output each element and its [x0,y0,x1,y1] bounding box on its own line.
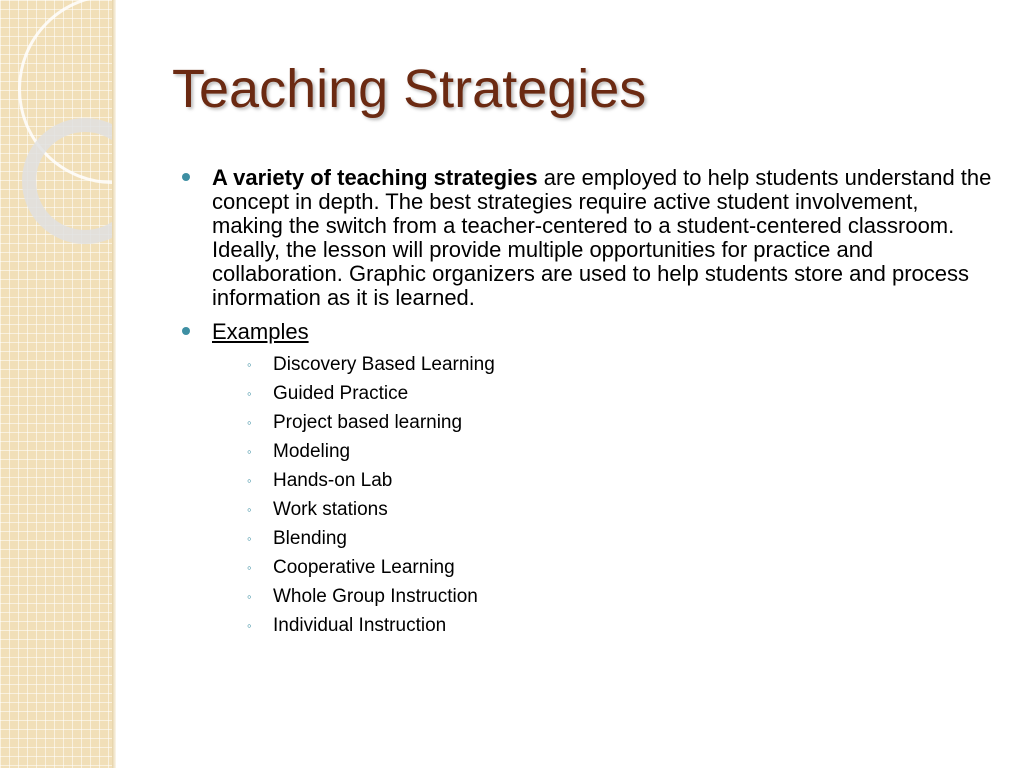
sidebar-divider [112,0,116,768]
bullet-bold-text: A variety of teaching strategies [212,165,538,190]
list-item [212,611,994,640]
list-item [212,466,994,495]
circle-bullet-icon: ◦ [247,589,252,604]
list-item [212,408,994,437]
list-item-label: Whole Group Instruction [273,586,478,607]
circle-bullet-icon: ◦ [247,618,252,633]
circle-bullet-icon: ◦ [247,415,252,430]
decorative-sidebar [0,0,112,768]
list-item-label: Work stations [273,499,388,520]
bullet-dot-icon [182,173,190,181]
list-item-label: Cooperative Learning [273,557,455,578]
list-item-label: Project based learning [273,412,463,433]
bullet-text: are employed to help students understand the concept in depth. The best strategies require active student involvement, making the switch from a teacher-centered to a student-centered classroom. Ideally, the lesson will provide multiple opportunities for practice and collaboration. Graphic organizers are used to help students store and process information as it is learned. [212,165,992,310]
list-item [212,350,994,379]
list-item [212,553,994,582]
list-item-label: Hands-on Lab [273,470,393,491]
list-item-label: Modeling [273,441,351,462]
list-item [212,437,994,466]
list-item-label: Blending [273,528,347,549]
list-item [212,524,994,553]
bullet-item [182,166,994,310]
examples-heading: Examples [212,319,309,344]
list-item-label: Guided Practice [273,383,409,404]
circle-bullet-icon: ◦ [247,560,252,575]
circle-bullet-icon: ◦ [247,357,252,372]
slide-content [182,166,994,640]
circle-bullet-icon: ◦ [247,502,252,517]
list-item [212,379,994,408]
circle-bullet-icon: ◦ [247,444,252,459]
list-item [212,495,994,524]
bullet-item [182,320,994,640]
circle-bullet-icon: ◦ [247,531,252,546]
bullet-dot-icon [182,327,190,335]
circle-bullet-icon: ◦ [247,386,252,401]
list-item-label: Discovery Based Learning [273,354,495,375]
slide-title: Teaching Strategies [172,59,647,119]
examples-list [212,350,994,640]
list-item-label: Individual Instruction [273,615,447,636]
list-item [212,582,994,611]
circle-bullet-icon: ◦ [247,473,252,488]
